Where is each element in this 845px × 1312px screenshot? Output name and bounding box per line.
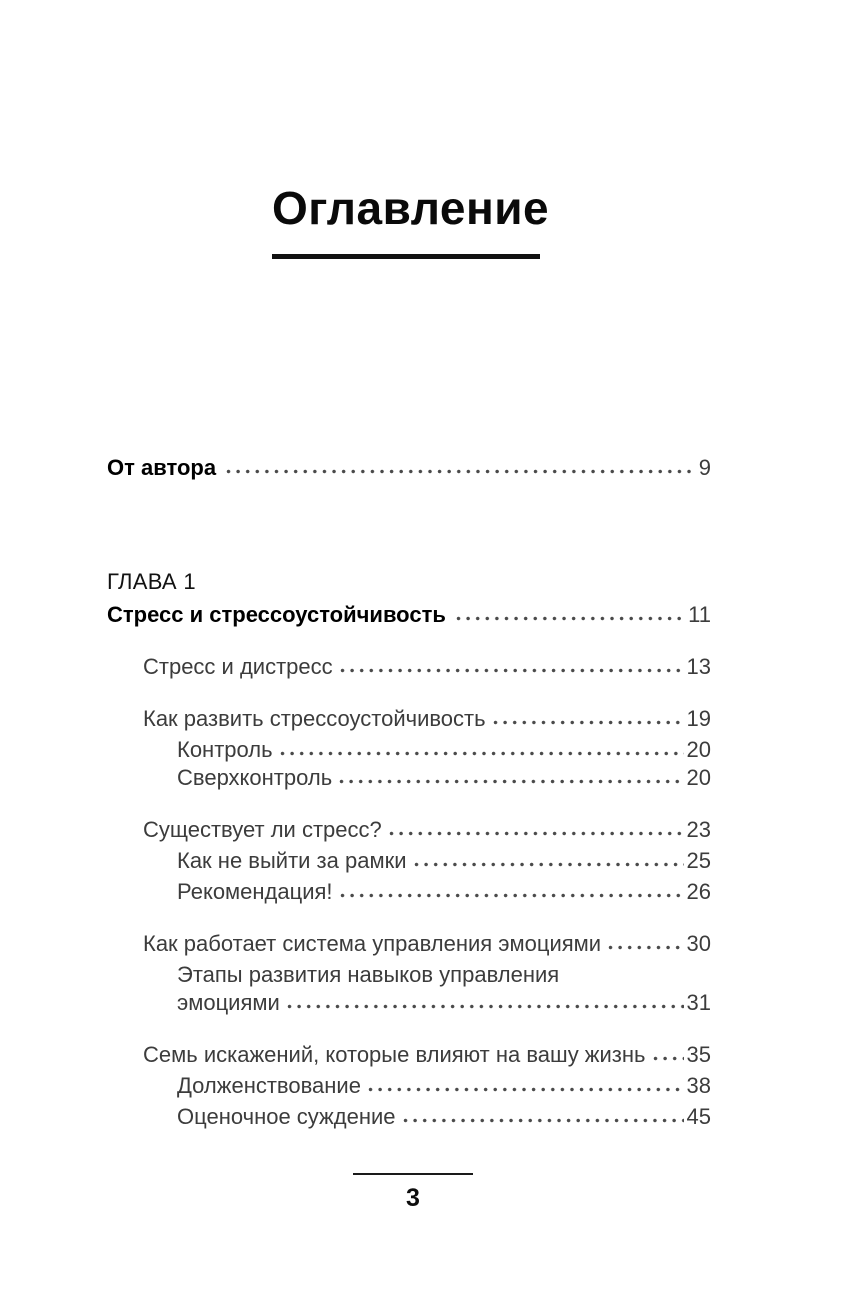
toc-entry-label: От автора xyxy=(107,455,217,480)
toc-entry-label: Рекомендация! xyxy=(177,879,333,904)
toc-entry-page-number: 11 xyxy=(688,602,711,627)
toc-entry-page-number: 26 xyxy=(686,879,711,904)
toc-entry-page-number: 20 xyxy=(686,765,711,790)
dot-leader xyxy=(339,779,683,784)
toc-entry-page-number: 35 xyxy=(686,1042,711,1067)
toc-entry-page-number: 30 xyxy=(686,931,711,956)
toc-entry-page-number: 31 xyxy=(686,990,711,1015)
dot-leader xyxy=(493,720,684,725)
toc-entry-label: эмоциями xyxy=(177,990,280,1015)
dot-leader xyxy=(287,1004,684,1009)
toc-entry-label: Этапы развития навыков управления xyxy=(177,962,560,987)
toc-entry xyxy=(107,705,711,733)
dot-leader xyxy=(368,1087,684,1092)
toc-entry-page-number: 38 xyxy=(686,1073,711,1098)
toc-entry xyxy=(107,1041,711,1069)
toc-entry-page-number: 25 xyxy=(686,848,711,873)
toc-entry xyxy=(107,454,711,482)
dot-leader xyxy=(608,945,683,950)
toc-entry xyxy=(107,601,711,629)
toc-entry-label: Стресс и стрессоустойчивость xyxy=(107,602,446,627)
toc-entry-label: Семь искажений, которые влияют на вашу жизнь xyxy=(143,1042,646,1067)
toc-entry-page-number: 45 xyxy=(686,1104,711,1129)
toc-entry-label: Как не выйти за рамки xyxy=(177,848,407,873)
toc-entry-label: Существует ли стресс? xyxy=(143,817,382,842)
toc-entry-label: ГЛАВА 1 xyxy=(107,569,196,594)
dot-leader xyxy=(403,1118,684,1123)
toc-entry-page-number: 9 xyxy=(698,455,711,480)
page-title: Оглавление xyxy=(272,182,550,234)
toc-list xyxy=(107,454,711,1131)
toc-entry-page-number: 19 xyxy=(686,706,711,731)
toc-entry xyxy=(107,989,711,1017)
dot-leader xyxy=(414,862,684,867)
footer-rule xyxy=(353,1173,473,1175)
toc-entry-label: Как развить стрессоустойчивость xyxy=(143,706,486,731)
toc-entry-label: Стресс и дистресс xyxy=(143,654,333,679)
dot-leader xyxy=(340,893,684,898)
toc-entry-label: Сверхконтроль xyxy=(177,765,333,790)
toc-entry xyxy=(107,1072,711,1100)
toc-entry-page-number: 13 xyxy=(686,654,711,679)
dot-leader xyxy=(226,469,696,474)
toc-entry xyxy=(107,847,711,875)
dot-leader xyxy=(389,831,684,836)
toc-entry xyxy=(107,961,711,989)
toc-entry-label: Оценочное суждение xyxy=(177,1104,396,1129)
dot-leader xyxy=(456,616,685,621)
toc-entry xyxy=(107,1103,711,1131)
toc-entry-page-number: 20 xyxy=(686,737,711,762)
toc-entry xyxy=(107,653,711,681)
title-underline-rule xyxy=(272,254,540,259)
toc-entry-label: Долженствование xyxy=(177,1073,361,1098)
toc-entry xyxy=(107,878,711,906)
toc-entry-label: Контроль xyxy=(177,737,273,762)
toc-entry xyxy=(107,568,711,596)
toc-entry-page-number: 23 xyxy=(686,817,711,842)
dot-leader xyxy=(653,1056,684,1061)
toc-entry xyxy=(107,816,711,844)
footer-page-number: 3 xyxy=(406,1184,420,1212)
dot-leader xyxy=(340,668,684,673)
toc-entry xyxy=(107,930,711,958)
toc-entry xyxy=(107,764,711,792)
toc-entry xyxy=(107,736,711,764)
dot-leader xyxy=(280,751,684,756)
toc-entry-label: Как работает система управления эмоциями xyxy=(143,931,602,956)
